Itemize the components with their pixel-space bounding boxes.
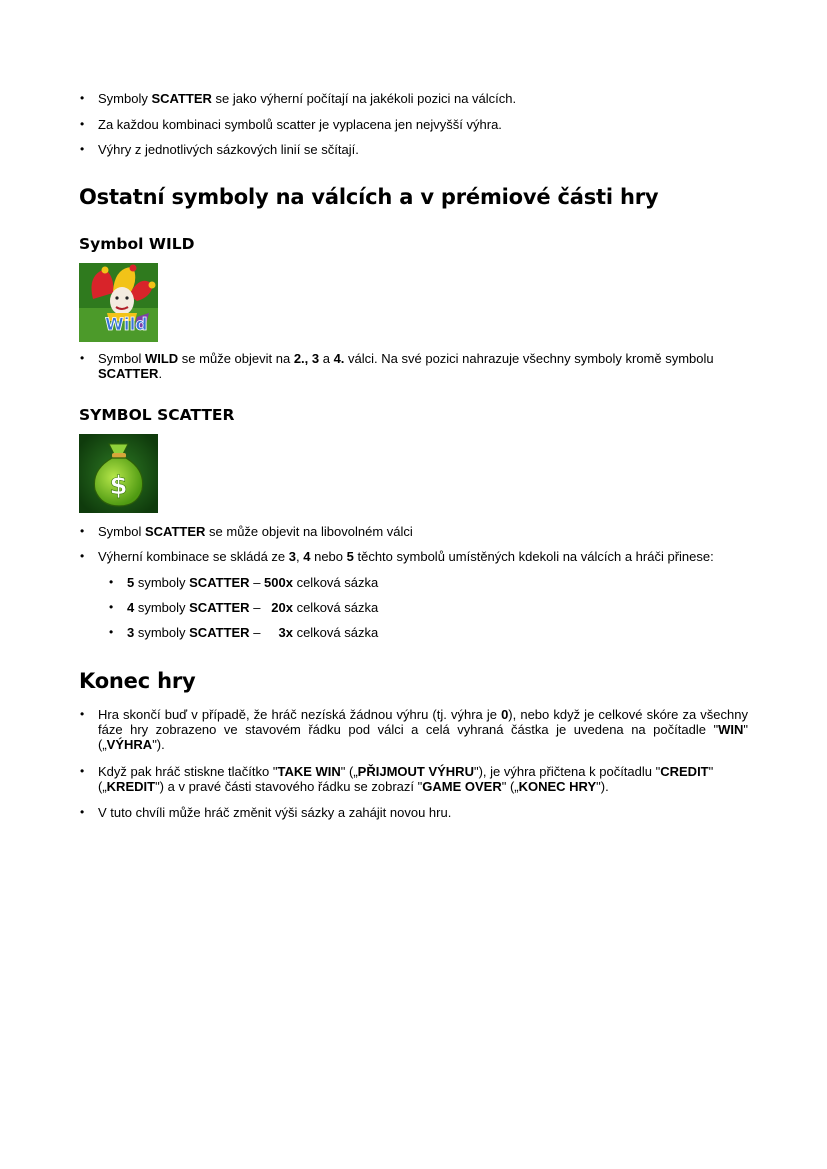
bullet-scatter-combination: • Výherní kombinace se skládá ze 3, 4 nebo 5 těchto symbolů umístěných kdekoli na válcích a hráči přinese:: [98, 549, 748, 564]
payout-row: • 5 symboly SCATTER – 500x celková sázka: [127, 575, 777, 590]
scatter-image-label: $: [109, 471, 128, 501]
wild-symbol-image: [79, 263, 158, 342]
bullet-wild-description: • Symbol WILD se může objevit na 2., 3 a 4. válci. Na své pozici nahrazuje všechny symboly kromě symbolu SCATTER.: [98, 351, 748, 381]
bullet-wins-add-up: • Výhry z jednotlivých sázkových linií se sčítají.: [98, 142, 748, 157]
wild-image-label: Wild: [105, 315, 148, 335]
bullet-highest-win-only: • Za každou kombinaci symbolů scatter je vyplacena jen nejvyšší výhra.: [98, 117, 748, 132]
bullet-scatter-any-position: • Symboly SCATTER se jako výherní počítají na jakékoli pozici na válcích.: [98, 91, 748, 106]
heading-symbol-scatter: SYMBOL SCATTER: [79, 406, 235, 424]
payout-row: • 3 symboly SCATTER – 3x celková sázka: [127, 625, 777, 640]
heading-game-end: Konec hry: [79, 669, 196, 693]
bullet-scatter-any-reel: • Symbol SCATTER se může objevit na libovolném válci: [98, 524, 748, 539]
scatter-money-bag-image: [79, 434, 158, 513]
heading-symbol-wild: Symbol WILD: [79, 235, 195, 253]
bullet-take-win: • Když pak hráč stiskne tlačítko "TAKE WIN" („PŘIJMOUT VÝHRU"), je výhra přičtena k počítadlu "CREDIT" („KREDIT") a v pravé části stavového řádku se zobrazí "GAME OVER" („KONEC HRY").: [98, 764, 748, 794]
bullet-new-game: • V tuto chvíli může hráč změnit výši sázky a zahájit novou hru.: [98, 805, 748, 820]
bullet-game-end-condition: • Hra skončí buď v případě, že hráč nezíská žádnou výhru (tj. výhra je 0), nebo když je celkové skóre za všechny fáze hry zobrazeno ve stavovém řádku pod válci a celá vyhraná částka je uvedena na počítadle "WIN" („VÝHRA").: [98, 707, 748, 752]
heading-other-symbols: Ostatní symboly na válcích a v prémiové části hry: [79, 185, 659, 209]
payout-row: • 4 symboly SCATTER – 20x celková sázka: [127, 600, 777, 615]
